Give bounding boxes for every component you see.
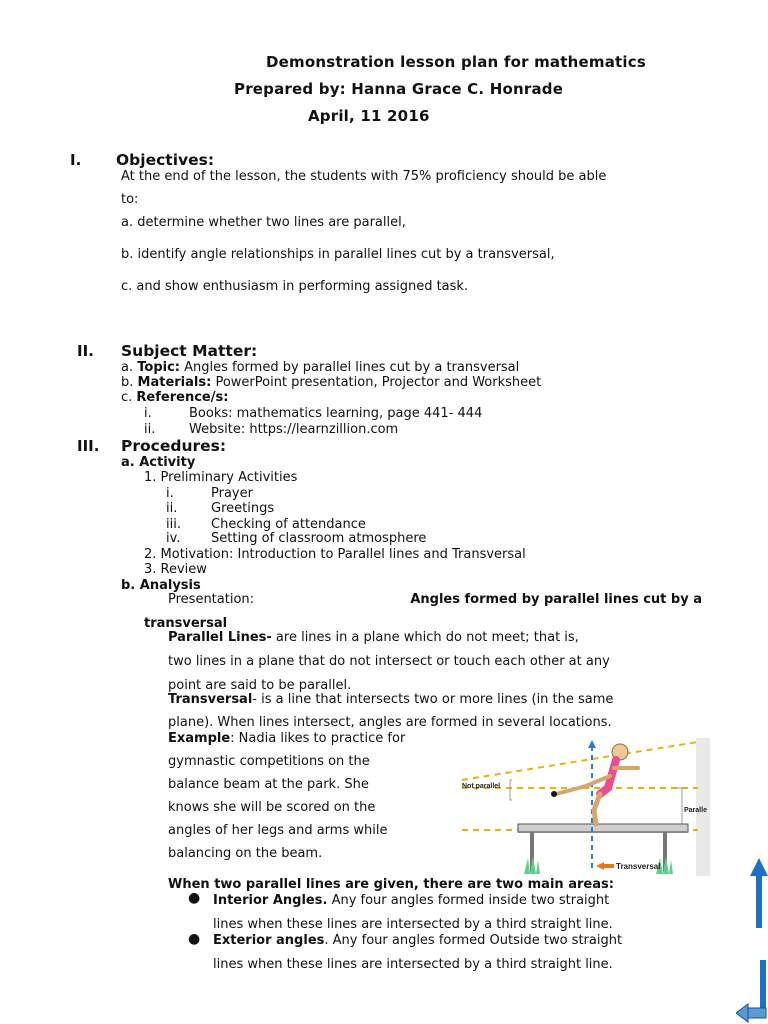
topic-value: Angles formed by parallel lines cut by a transversal [180,360,520,375]
arrow-left-shaft [746,1008,766,1018]
transversal-line-1 [168,692,613,707]
presentation-title: Angles formed by parallel lines cut by a [410,592,702,607]
arrow-down-shaft [760,960,766,1008]
analysis-label: b. Analysis [121,578,201,593]
preliminary-activities: 1. Preliminary Activities [144,470,298,485]
transversal-figure-label: Transversal [616,862,661,871]
example-line-5: angles of her legs and arms while [168,823,388,838]
arrow-down-left-icon[interactable] [736,960,768,1024]
section-number-2: II. [77,342,94,360]
section-number-3: III. [77,437,100,455]
presentation-title-cont: transversal [144,616,228,631]
beam-top [518,824,688,832]
procedures-heading: Procedures: [121,437,227,455]
parallel-lines-text: are lines in a plane which do not meet; that is, [271,630,579,645]
parallel-lines-line-2: two lines in a plane that do not intersect or touch each other at any [168,654,610,669]
reference-i-num: i. [144,406,152,421]
parallel-lines-line-1 [168,630,702,645]
motivation-line: 2. Motivation: Introduction to Parallel lines and Transversal [144,547,526,562]
materials-label: Materials: [137,375,212,390]
transversal-arrow-top [588,740,596,748]
transversal-text: - is a line that intersects two or more lines (in the same [252,692,614,707]
objectives-intro-cont: to: [121,192,139,207]
exterior-angles-text: . Any four angles formed Outside two straight [324,933,623,948]
not-parallel-line [462,742,698,780]
gymnast-leg [594,794,600,824]
parallel-lines-label: Parallel Lines- [168,630,272,645]
prelim-item-greetings: Greetings [211,501,275,516]
materials-value: PowerPoint presentation, Projector and Worksheet [211,375,542,390]
subject-matter-heading: Subject Matter: [121,342,258,360]
exterior-angles-line-2: lines when these lines are intersected by a third straight line. [213,957,613,972]
reference-ii-num: ii. [144,422,156,437]
arrow-left-head [736,1004,748,1022]
exterior-angles-line-1 [213,933,702,948]
bracket [510,780,512,800]
reference-books: Books: mathematics learning, page 441- 444 [189,406,483,421]
two-areas-heading: When two parallel lines are given, there are two main areas: [168,877,614,892]
prelim-item-num: ii. [166,501,178,516]
reference-website: Website: https://learnzillion.com [189,422,399,437]
arrow-up-head [750,858,768,876]
bullet-icon: ● [188,931,201,947]
topic-prefix: a. [121,360,134,375]
transversal-label-arrow-shaft [604,864,614,868]
presentation-line [168,592,702,607]
prelim-item-num: iii. [166,517,181,532]
transversal-label-arrow [596,862,604,870]
interior-angles-text: Any four angles formed inside two straight [327,893,610,908]
document-date: April, 11 2016 [308,107,430,125]
objective-b: b. identify angle relationships in parallel lines cut by a transversal, [121,247,555,262]
balance-beam-figure [458,738,710,876]
example-text: : Nadia likes to practice for [230,731,406,746]
document-title: Demonstration lesson plan for mathematics [266,53,646,71]
arrow-up-shaft [756,876,762,928]
interior-angles-label: Interior Angles. [213,893,328,908]
materials-prefix: b. [121,375,134,390]
presentation-prefix: Presentation: [168,592,255,607]
materials-line [121,375,541,390]
prelim-item-atmosphere: Setting of classroom atmosphere [211,531,427,546]
example-line-2: gymnastic competitions on the [168,754,370,769]
objective-c: c. and show enthusiasm in performing assigned task. [121,279,469,294]
example-line-1 [168,731,405,746]
objectives-intro: At the end of the lesson, the students with 75% proficiency should be able [121,169,607,184]
prelim-item-attendance: Checking of attendance [211,517,366,532]
reference-prefix: c. [121,390,133,405]
objectives-heading: Objectives: [116,151,215,169]
example-label: Example [168,731,231,746]
not-parallel-label: Not parallel [462,783,501,790]
section-number-1: I. [70,151,82,169]
review-line: 3. Review [144,562,207,577]
prelim-item-prayer: Prayer [211,486,253,501]
prelim-item-num: iv. [166,531,181,546]
exterior-angles-label: Exterior angles [213,933,325,948]
example-line-3: balance beam at the park. She [168,777,369,792]
objective-a: a. determine whether two lines are parallel, [121,215,406,230]
topic-line [121,360,519,375]
gymnast-hand [551,791,557,797]
prepared-by: Prepared by: Hanna Grace C. Honrade [234,80,564,98]
reference-label: Reference/s: [136,390,229,405]
activity-label: a. Activity [121,455,196,470]
example-line-4: knows she will be scored on the [168,800,376,815]
interior-angles-line-2: lines when these lines are intersected by a third straight line. [213,917,613,932]
parallel-lines-line-3: point are said to be parallel. [168,678,352,693]
reference-line [121,390,228,405]
prelim-item-num: i. [166,486,174,501]
transversal-line-2: plane). When lines intersect, angles are formed in several locations. [168,715,612,730]
arrow-up-icon[interactable] [750,858,768,928]
topic-label: Topic: [137,360,180,375]
bullet-icon: ● [188,890,201,906]
balance-beam-illustration [458,738,710,876]
example-line-6: balancing on the beam. [168,846,323,861]
transversal-label: Transversal [168,692,253,707]
parallel-label: Paralle [684,807,707,814]
interior-angles-line-1 [213,893,702,908]
